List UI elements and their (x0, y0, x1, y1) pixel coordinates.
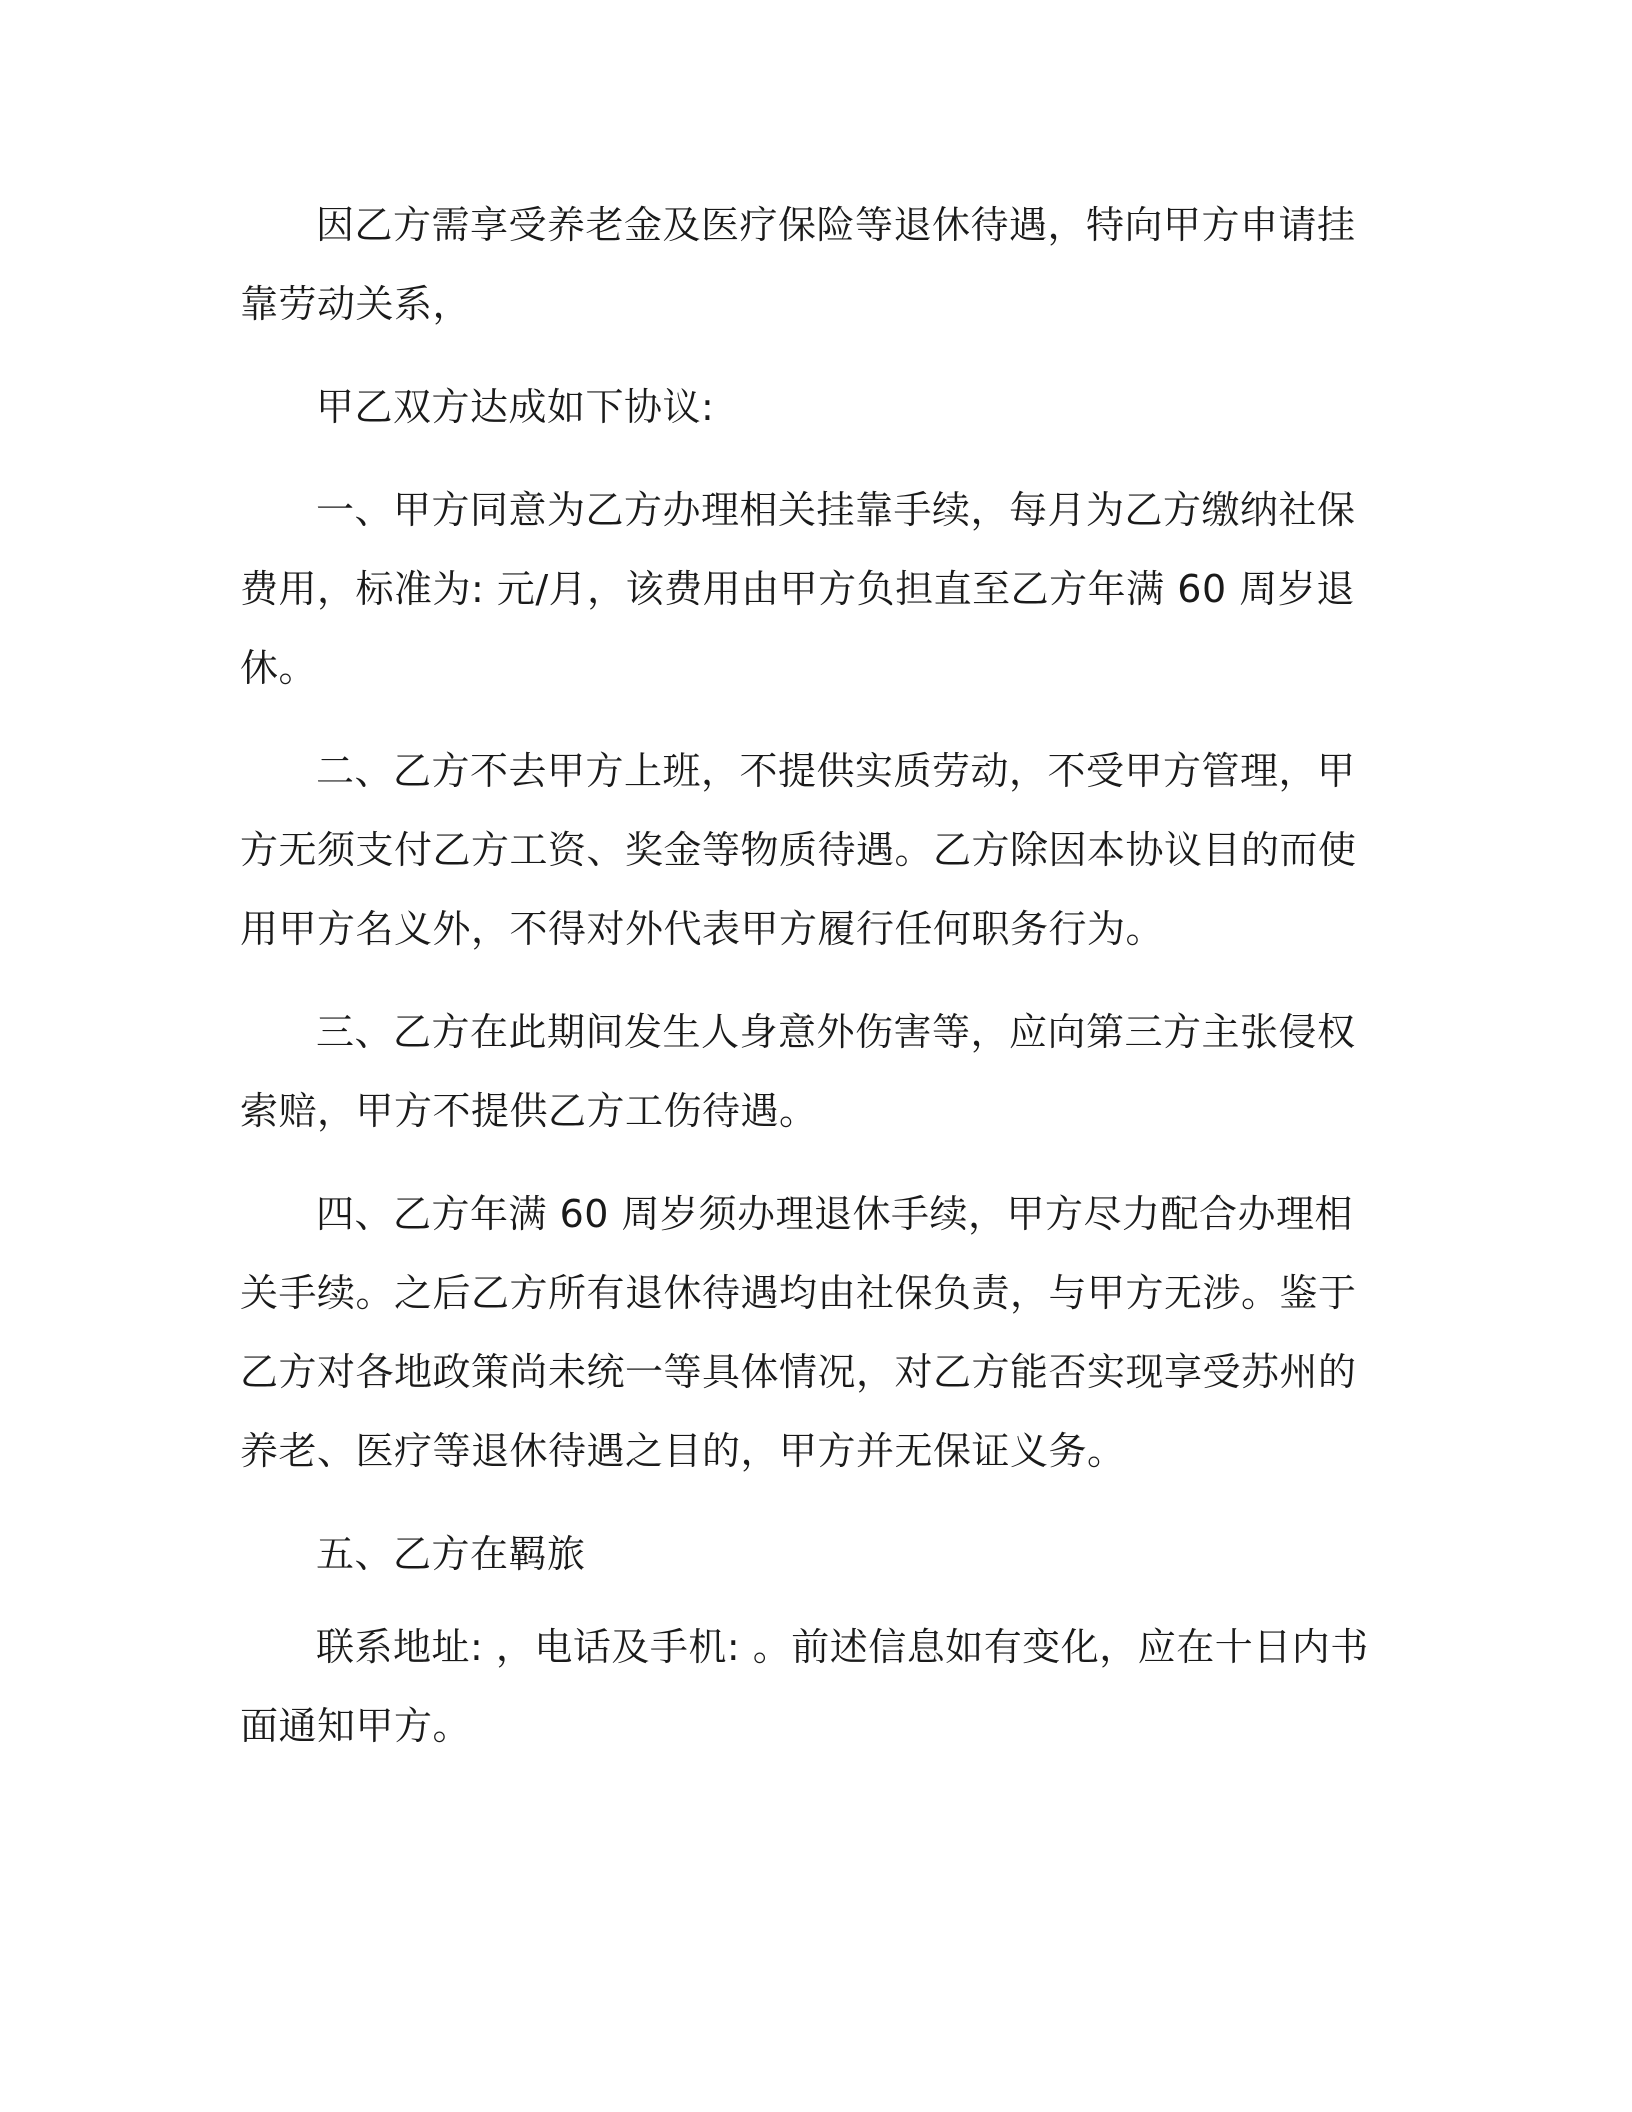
paragraph-clause-5: 五、乙方在羁旅 (316, 1532, 586, 1576)
document-body (240, 186, 1380, 1790)
paragraph-contact-info: 联系地址: ，电话及手机: 。前述信息如有变化，应在十日内书面通知甲方。 (240, 1625, 1369, 1748)
paragraph-clause-2: 二、乙方不去甲方上班，不提供实质劳动，不受甲方管理，甲方无须支付乙方工资、奖金等物质待遇。乙方除因本协议目的而使用甲方名义外，不得对外代表甲方履行任何职务行为。 (240, 749, 1357, 951)
paragraph-clause-4: 四、乙方年满 60 周岁须办理退休手续，甲方尽力配合办理相关手续。之后乙方所有退休待遇均由社保负责，与甲方无涉。鉴于乙方对各地政策尚未统一等具体情况，对乙方能否实现享受苏州的养老、医疗等退休待遇之目的，甲方并无保证义务。 (240, 1192, 1357, 1473)
paragraph-preamble: 因乙方需享受养老金及医疗保险等退休待遇，特向甲方申请挂靠劳动关系， (240, 203, 1356, 326)
paragraph-agreement-intro: 甲乙双方达成如下协议: (316, 385, 715, 429)
paragraph-clause-1: 一、甲方同意为乙方办理相关挂靠手续，每月为乙方缴纳社保费用，标准为: 元/月，该费用由甲方负担直至乙方年满 60 周岁退休。 (240, 488, 1356, 690)
paragraph-clause-3: 三、乙方在此期间发生人身意外伤害等，应向第三方主张侵权索赔，甲方不提供乙方工伤待遇。 (240, 1010, 1356, 1133)
